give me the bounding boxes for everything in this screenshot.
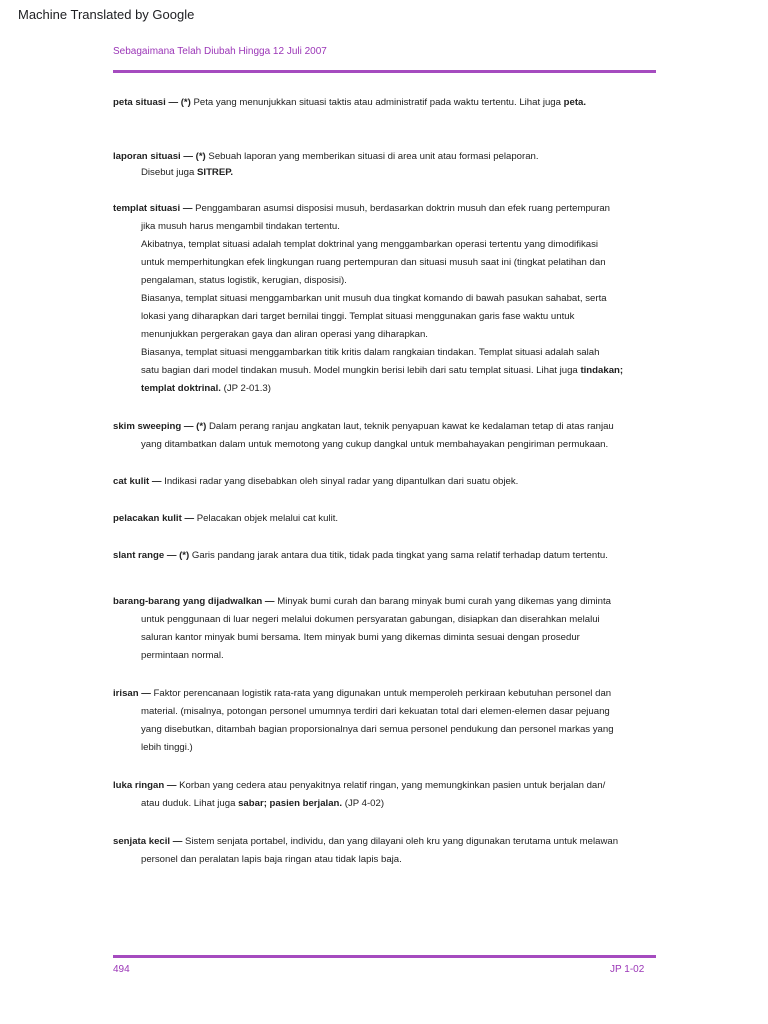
- document-id: JP 1-02: [610, 964, 645, 975]
- entry-cat-kulit: [113, 473, 658, 491]
- definition-text: yang ditambatkan dalam untuk memotong yang cukup dangkal untuk membahayakan pengiriman permukaan.: [141, 439, 609, 450]
- term: laporan situasi — (*): [113, 151, 206, 162]
- term: barang-barang yang dijadwalkan —: [113, 596, 275, 607]
- definition-text: lebih tinggi.): [141, 742, 193, 753]
- definition-text: jika musuh harus mengambil tindakan tertentu.: [141, 221, 340, 232]
- term: luka ringan —: [113, 780, 177, 791]
- cross-ref: tindakan;: [580, 365, 624, 376]
- definition-text: Biasanya, templat situasi menggambarkan unit musuh dua tingkat komando di bawah pasukan sahabat, serta: [141, 293, 607, 304]
- entry-barang-dijadwalkan: [113, 593, 658, 665]
- definition-text: lokasi yang diharapkan dari target bernilai tinggi. Templat situasi menggunakan garis fase waktu untuk: [141, 311, 575, 322]
- page-header: Sebagaimana Telah Diubah Hingga 12 Juli 2007: [113, 46, 327, 57]
- definition-text: Minyak bumi curah dan barang minyak bumi curah yang dikemas yang diminta: [274, 596, 612, 607]
- entry-templat-situasi: [113, 200, 658, 398]
- glossary-content: [113, 94, 658, 869]
- definition-text: Akibatnya, templat situasi adalah templat doktrinal yang menggambarkan operasi tertentu yang dimodifikasi: [141, 239, 599, 250]
- entry-laporan-situasi: [113, 148, 658, 182]
- definition-text: material. (misalnya, potongan personel umumnya terdiri dari kekuatan total dari elemen-elemen dasar pejuang: [141, 706, 610, 717]
- definition-text: pengalaman, status logistik, kerugian, disposisi).: [141, 275, 347, 286]
- cross-ref: SITREP.: [197, 167, 234, 178]
- page-number: 494: [113, 964, 130, 975]
- entry-pelacakan-kulit: [113, 510, 658, 528]
- entry-skim-sweeping: [113, 418, 658, 454]
- definition-text: saluran kantor minyak bumi bersama. Item minyak bumi yang dikemas diminta sesuai dengan prosedur: [141, 632, 580, 643]
- cross-ref: templat doktrinal.: [141, 383, 221, 394]
- term: cat kulit —: [113, 476, 162, 487]
- definition-text: yang disebutkan, ditambah bagian proporsionalnya dari semua personel pendukung dan personel markas yang: [141, 724, 614, 735]
- definition-text: untuk memperhitungkan efek lingkungan ruang pertempuran dan situasi musuh saat ini (tingkat pelatihan dan: [141, 257, 606, 268]
- definition-text: Biasanya, templat situasi menggambarkan titik kritis dalam rangkaian tindakan. Templat situasi adalah salah: [141, 347, 600, 358]
- cross-ref: sabar; pasien berjalan.: [238, 798, 343, 809]
- term: templat situasi —: [113, 203, 193, 214]
- entry-senjata-kecil: [113, 833, 658, 869]
- definition-text: menunjukkan pergerakan gaya dan aliran operasi yang diharapkan.: [141, 329, 428, 340]
- definition-text: personel dan peralatan lapis baja ringan atau tidak lapis baja.: [141, 854, 402, 865]
- definition-text: Sebuah laporan yang memberikan situasi di area unit atau formasi pelaporan.: [205, 151, 539, 162]
- cross-ref: peta.: [563, 97, 587, 108]
- entry-irisan: [113, 685, 658, 757]
- term: senjata kecil —: [113, 836, 183, 847]
- definition-text: Peta yang menunjukkan situasi taktis atau administratif pada waktu tertentu. Lihat juga: [190, 97, 564, 108]
- header-rule: [113, 70, 656, 73]
- term: irisan —: [113, 688, 151, 699]
- definition-text: Indikasi radar yang disebabkan oleh sinyal radar yang dipantulkan dari suatu objek.: [161, 476, 519, 487]
- entry-slant-range: [113, 547, 658, 565]
- definition-text: Korban yang cedera atau penyakitnya relatif ringan, yang memungkinkan pasien untuk berjalan dan/: [176, 780, 606, 791]
- definition-text: Pelacakan objek melalui cat kulit.: [194, 513, 339, 524]
- entry-peta-situasi: [113, 94, 658, 112]
- machine-translation-banner: Machine Translated by Google: [18, 7, 195, 22]
- source-ref: (JP 4-02): [342, 798, 385, 809]
- term: skim sweeping — (*): [113, 421, 207, 432]
- definition-text: permintaan normal.: [141, 650, 224, 661]
- definition-text: Dalam perang ranjau angkatan laut, teknik penyapuan kawat ke kedalaman tetap di atas ranjau: [206, 421, 614, 432]
- definition-text: Garis pandang jarak antara dua titik, tidak pada tingkat yang sama relatif terhadap datum tertentu.: [189, 550, 608, 561]
- definition-text: atau duduk. Lihat juga: [141, 798, 239, 809]
- definition-text: satu bagian dari model tindakan musuh. Model mungkin berisi lebih dari satu templat situasi. Lihat juga: [141, 365, 581, 376]
- term: pelacakan kulit —: [113, 513, 195, 524]
- definition-text: untuk penggunaan di luar negeri melalui dokumen persyaratan gabungan, disiapkan dan diserahkan melalui: [141, 614, 600, 625]
- entry-luka-ringan: [113, 777, 658, 813]
- definition-text: Faktor perencanaan logistik rata-rata yang digunakan untuk memperoleh perkiraan kebutuhan personel dan: [150, 688, 612, 699]
- footer-rule: [113, 955, 656, 958]
- definition-text: Disebut juga: [141, 167, 197, 178]
- term: peta situasi — (*): [113, 97, 191, 108]
- definition-text: Sistem senjata portabel, individu, dan yang dilayani oleh kru yang digunakan terutama untuk melawan: [182, 836, 619, 847]
- definition-text: Penggambaran asumsi disposisi musuh, berdasarkan doktrin musuh dan efek ruang pertempuran: [192, 203, 610, 214]
- source-ref: (JP 2-01.3): [220, 383, 271, 394]
- term: slant range — (*): [113, 550, 190, 561]
